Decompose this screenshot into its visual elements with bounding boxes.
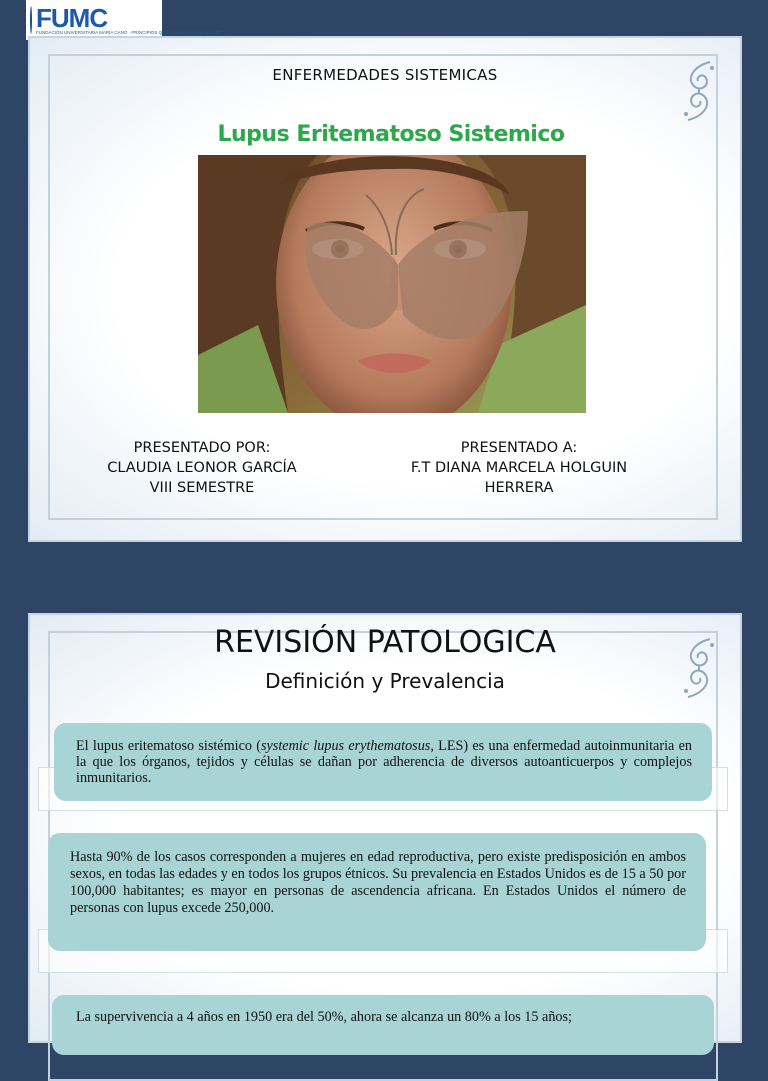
fumc-logo — [26, 0, 222, 40]
presented-by-block — [86, 438, 318, 498]
presented-to-block — [384, 438, 654, 498]
slide-1 — [28, 36, 742, 542]
university-seal-icon — [30, 6, 32, 34]
definition-text-box — [54, 723, 712, 801]
prevalence-text: Hasta 90% de los casos corresponden a mujeres en edad reproductiva, pero existe predisposición en ambos sexos, en todas las edades y en todos los grupos étnicos. Su prevalencia en Estados Unidos es de 15 a 50 por 100,000 habitantes; es mayor en personas de ascendencia africana. En Estados Unidos el número de personas con lupus excede 250,000. — [70, 849, 686, 916]
lupus-butterfly-face-image — [198, 155, 586, 413]
survival-text: La supervivencia a 4 años en 1950 era del 50%, ahora se alcanza un 80% a los 15 años; — [76, 1009, 572, 1025]
presenter-semester: VIII SEMESTRE — [149, 480, 255, 496]
definition-text: El lupus eritematoso sistémico (systemic lupus erythematosus, LES) es una enfermedad autoinmunitaria en la que los órganos, tejidos y células se dañan por adherencia de diversos autoanticuerpos y complejos inmunitarios. — [76, 738, 692, 786]
presented-by-label: PRESENTADO POR: — [133, 440, 271, 456]
presenter-name: CLAUDIA LEONOR GARCÍA — [107, 460, 297, 476]
logo-tagline: FUNDACIÓN UNIVERSITARIA MARÍA CANO · PRINCIPIOS QUE CONSTRUYEN FUTURO — [36, 29, 222, 35]
presentation-subtitle: Lupus Eritematoso Sistemico — [217, 122, 565, 147]
survival-text-box — [52, 995, 714, 1055]
recipient-name-line1: F.T DIANA MARCELA HOLGUIN — [410, 460, 628, 476]
presented-to-label: PRESENTADO A: — [460, 440, 578, 456]
logo-text — [36, 2, 222, 36]
logo-wordmark: FUMC — [36, 2, 108, 33]
slide-2 — [28, 613, 742, 1043]
presentation-title: ENFERMEDADES SISTEMICAS — [272, 66, 498, 84]
prevalence-text-box — [48, 833, 706, 951]
recipient-name-line2: HERRERA — [484, 480, 554, 496]
slide-subtitle: Definición y Prevalencia — [265, 669, 505, 693]
slide-title: REVISIÓN PATOLOGICA — [214, 625, 556, 660]
